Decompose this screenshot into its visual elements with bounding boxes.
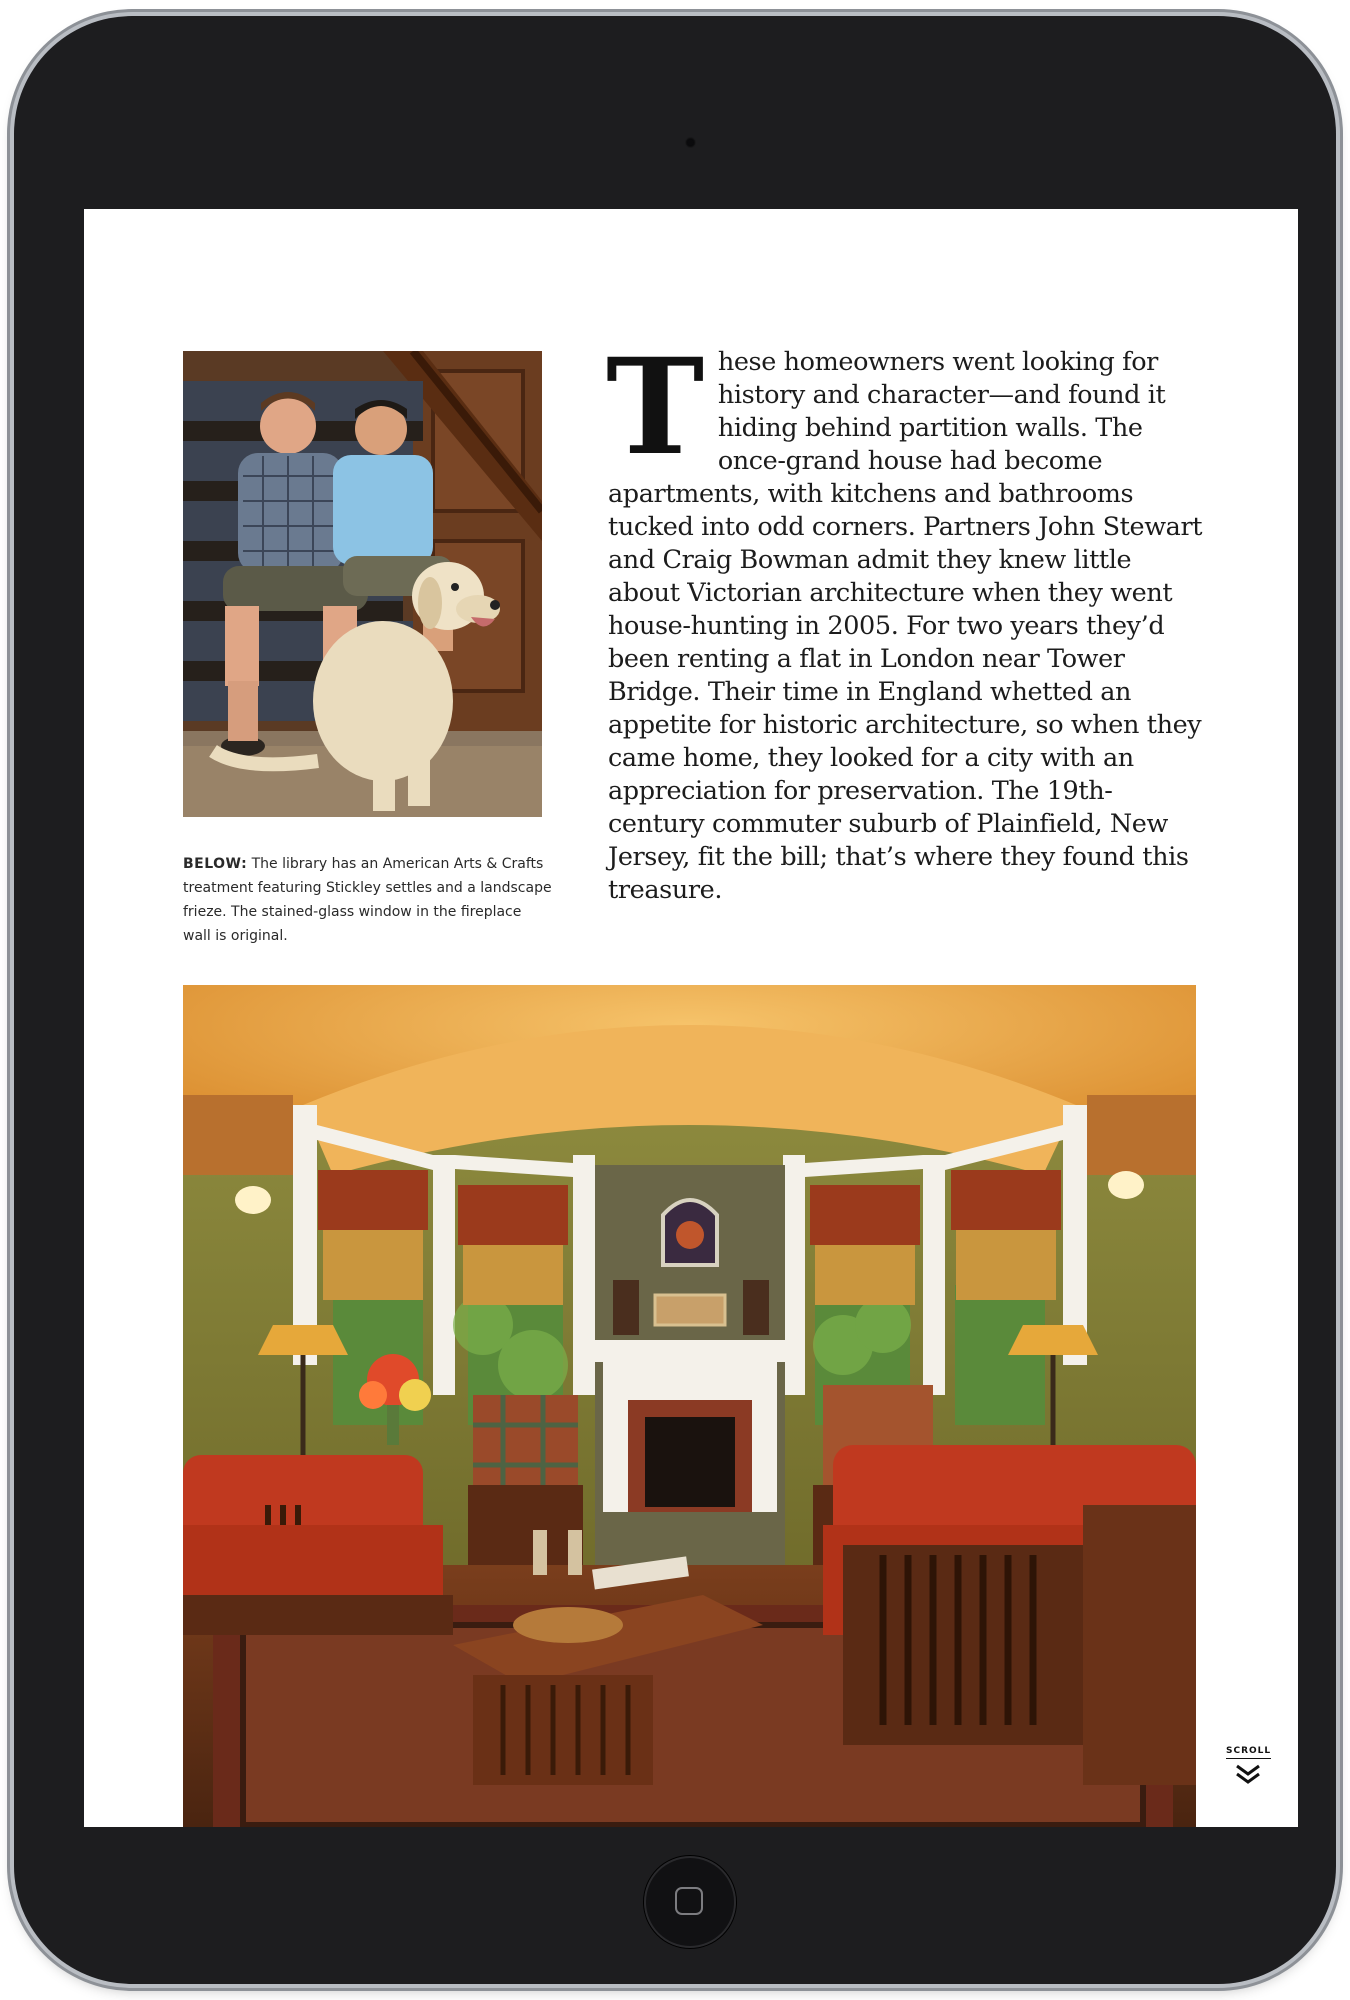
photo-caption — [183, 852, 553, 948]
scroll-indicator[interactable] — [1226, 1738, 1270, 1785]
homeowners-photo — [183, 351, 542, 817]
scroll-label: SCROLL — [1226, 1746, 1271, 1759]
article-paragraph: hese homeowners went looking for history and character—and found it hiding behind partition walls. The once-grand house had become apartments, with kitchens and bathrooms tucked into odd corners. Partners John Stewart and Craig Bowman admit they knew little about Victorian architecture when they went house-hunting in 2005. For two years they’d been renting a flat in London near Tower Bridge. Their time in England whetted an appetite for historic architecture, so when they came home, they looked for a city with an appreciation for preservation. The 19th-century commuter suburb of Plainfield, New Jersey, fit the bill; that’s where they found this treasure. — [608, 347, 1203, 905]
home-square-icon — [675, 1887, 703, 1915]
caption-text: The library has an American Arts & Crafts treatment featuring Stickley settles and a landscape frieze. The stained-glass window in the fireplace wall is original. — [183, 856, 552, 944]
caption-label: BELOW: — [183, 856, 248, 872]
tablet-device — [14, 16, 1336, 1984]
library-photo — [183, 985, 1196, 1827]
article-body — [606, 330, 1208, 907]
double-chevron-down-icon — [1234, 1763, 1262, 1785]
front-camera — [685, 137, 696, 148]
magazine-page[interactable] — [84, 209, 1298, 1827]
home-button[interactable] — [644, 1856, 736, 1948]
drop-cap: T — [606, 330, 704, 485]
